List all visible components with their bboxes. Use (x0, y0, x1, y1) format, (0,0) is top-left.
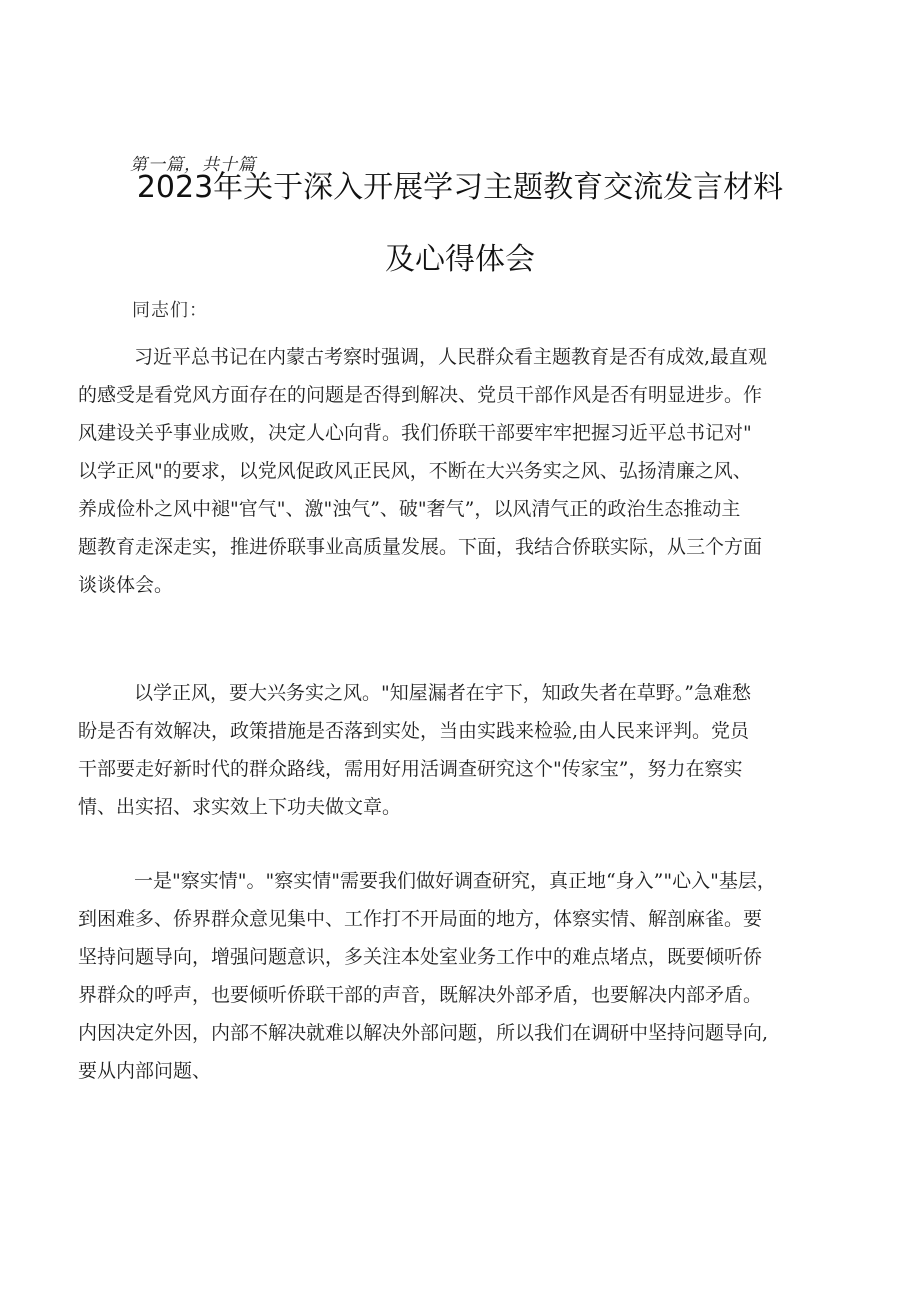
paragraph-line: 风建设关乎事业成败，决定人心向背。我们侨联干部要牢牢把握习近平总书记对" (78, 422, 752, 444)
paragraph-line: 以学正风"的要求，以党风促政风正民风，不断在大兴务实之风、弘扬清廉之风、 (78, 460, 752, 482)
paragraph-line: 以学正风，要大兴务实之风。"知屋漏者在宇下，知政失者在草野。”急难愁 (134, 682, 751, 704)
paragraph-line: 界群众的呼声，也要倾听侨联干部的声音，既解决外部矛盾，也要解决内部矛盾。 (78, 984, 763, 1006)
paragraph-line: 内因决定外因，内部不解决就难以解决外部问题，所以我们在调研中坚持问题导向, (78, 1022, 769, 1044)
paragraph-line: 谈谈体会。 (78, 574, 174, 596)
paragraph-line: 盼是否有效解决，政策措施是否落到实处，当由实践来检验,由人民来评判。党员 (78, 720, 750, 742)
paragraph-line: 情、出实招、求实效上下功夫做文章。 (78, 796, 402, 818)
paragraph-line: 的感受是看党风方面存在的问题是否得到解决、党员干部作风是否有明显进步。作 (78, 384, 763, 406)
paragraph-3 (78, 862, 868, 1090)
paragraph-line: 干部要走好新时代的群众路线，需用好用活调查研究这个"传家宝”，努力在察实 (78, 758, 743, 780)
paragraph-line: 习近平总书记在内蒙古考察时强调，人民群众看主题教育是否有成效,最直观 (134, 346, 768, 368)
paragraph-1 (78, 338, 868, 604)
paragraph-line: 要从内部问题、 (78, 1060, 212, 1082)
paragraph-line: 到困难多、侨界群众意见集中、工作打不开局面的地方，体察实情、解剖麻雀。要 (78, 908, 763, 930)
paragraph-2 (78, 674, 868, 826)
greeting: 同志们： (132, 300, 208, 321)
paragraph-line: 坚持问题导向，增强问题意识，多关注本处室业务工作中的难点堵点，既要倾听侨 (78, 946, 763, 968)
document-title-line-2: 及心得体会 (385, 242, 535, 277)
paragraph-line: 一是"察实情"。"察实情"需要我们做好调查研究，真正地“身入”"心入"基层， (134, 870, 776, 892)
document-title-line-1: 2023年关于深入开展学习主题教育交流发言材料 (136, 170, 784, 205)
paragraph-line: 养成俭朴之风中褪"官气"、激"浊气”、破"奢气”，以风清气正的政治生态推动主 (78, 498, 741, 520)
section-label: 第一篇，共十篇 (130, 155, 256, 175)
paragraph-line: 题教育走深走实，推进侨联事业高质量发展。下面，我结合侨联实际，从三个方面 (78, 536, 763, 558)
